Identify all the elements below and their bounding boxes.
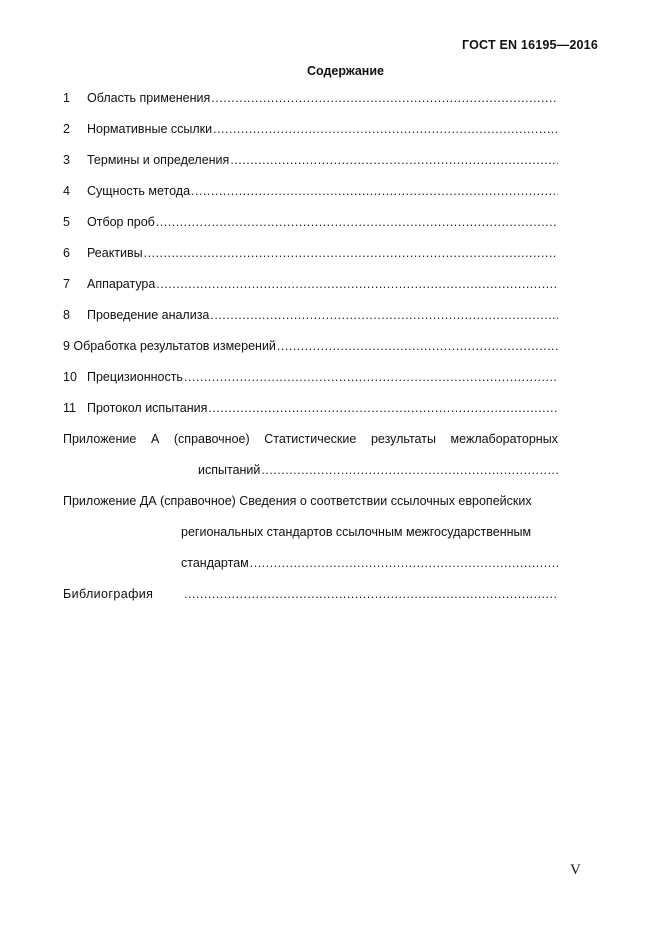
appendix-a-word: (справочное) xyxy=(173,432,250,446)
leader-dots xyxy=(156,215,558,229)
appendix-da-line2: региональных стандартов ссылочным межгосударственным xyxy=(181,525,532,539)
toc-item-label: Прецизионность xyxy=(87,370,183,384)
appendix-a-word: Приложение xyxy=(63,432,137,446)
appendix-a-word: межлабораторных xyxy=(450,432,558,446)
leader-dots xyxy=(230,153,558,167)
toc-item-label: Проведение анализа xyxy=(87,308,210,322)
toc-item-number: 6 xyxy=(63,246,70,260)
toc-item-label: 9 Обработка результатов измерений xyxy=(63,339,276,353)
appendix-da-line1: Приложение ДА (справочное) Сведения о соответствии ссылочных европейских xyxy=(63,494,532,508)
document-code: ГОСТ EN 16195—2016 xyxy=(462,38,598,52)
toc-item[interactable] xyxy=(63,401,558,432)
toc-item[interactable] xyxy=(63,246,558,277)
leader-dots xyxy=(156,277,558,291)
toc-item[interactable] xyxy=(63,122,558,153)
leader-dots xyxy=(211,91,558,105)
toc-item-number: 3 xyxy=(63,153,70,167)
bibliography-label: Библиография xyxy=(63,587,154,601)
toc-appendix-da-continuation[interactable] xyxy=(63,556,558,587)
toc-item-label: Отбор проб xyxy=(87,215,155,229)
leader-dots xyxy=(208,401,558,415)
toc-item-label: Сущность метода xyxy=(87,184,191,198)
leader-dots xyxy=(144,246,558,260)
appendix-da-line3: стандартам xyxy=(181,556,249,570)
leader-dots xyxy=(250,556,558,570)
table-of-contents xyxy=(63,91,558,618)
toc-bibliography[interactable] xyxy=(63,587,558,618)
toc-item[interactable] xyxy=(63,308,558,339)
appendix-a-line2: испытаний xyxy=(198,463,261,477)
leader-dots xyxy=(184,370,558,384)
toc-item[interactable] xyxy=(63,215,558,246)
leader-dots xyxy=(213,122,558,136)
leader-dots xyxy=(277,339,558,353)
toc-item-number: 7 xyxy=(63,277,70,291)
toc-item-number: 10 xyxy=(63,370,77,384)
toc-item[interactable] xyxy=(63,153,558,184)
toc-item-label: Реактивы xyxy=(87,246,143,260)
toc-item-number: 1 xyxy=(63,91,70,105)
toc-appendix-a[interactable] xyxy=(63,432,558,463)
page-number: V xyxy=(570,862,581,878)
leader-dots xyxy=(261,463,558,477)
toc-item-number: 8 xyxy=(63,308,70,322)
toc-item[interactable] xyxy=(63,370,558,401)
toc-item-label: Протокол испытания xyxy=(87,401,208,415)
toc-item[interactable] xyxy=(63,277,558,308)
toc-appendix-da[interactable] xyxy=(63,494,558,525)
leader-dots xyxy=(184,587,558,601)
toc-appendix-da-continuation xyxy=(63,525,558,556)
toc-item-number: 5 xyxy=(63,215,70,229)
leader-dots xyxy=(191,184,558,198)
toc-item-label: Область применения xyxy=(87,91,211,105)
toc-title: Содержание xyxy=(306,64,384,78)
appendix-a-heading xyxy=(63,432,558,446)
toc-item-label: Аппаратура xyxy=(87,277,156,291)
toc-item[interactable] xyxy=(63,91,558,122)
toc-appendix-a-continuation[interactable] xyxy=(63,463,558,494)
leader-dots xyxy=(210,308,558,322)
toc-item-label: Нормативные ссылки xyxy=(87,122,213,136)
toc-item-number: 4 xyxy=(63,184,70,198)
toc-item[interactable] xyxy=(63,339,558,370)
appendix-a-word: А xyxy=(150,432,160,446)
toc-item[interactable] xyxy=(63,184,558,215)
toc-item-number: 2 xyxy=(63,122,70,136)
appendix-a-word: Статистические xyxy=(264,432,357,446)
toc-item-number: 11 xyxy=(63,401,76,415)
appendix-a-word: результаты xyxy=(370,432,436,446)
toc-item-label: Термины и определения xyxy=(87,153,230,167)
